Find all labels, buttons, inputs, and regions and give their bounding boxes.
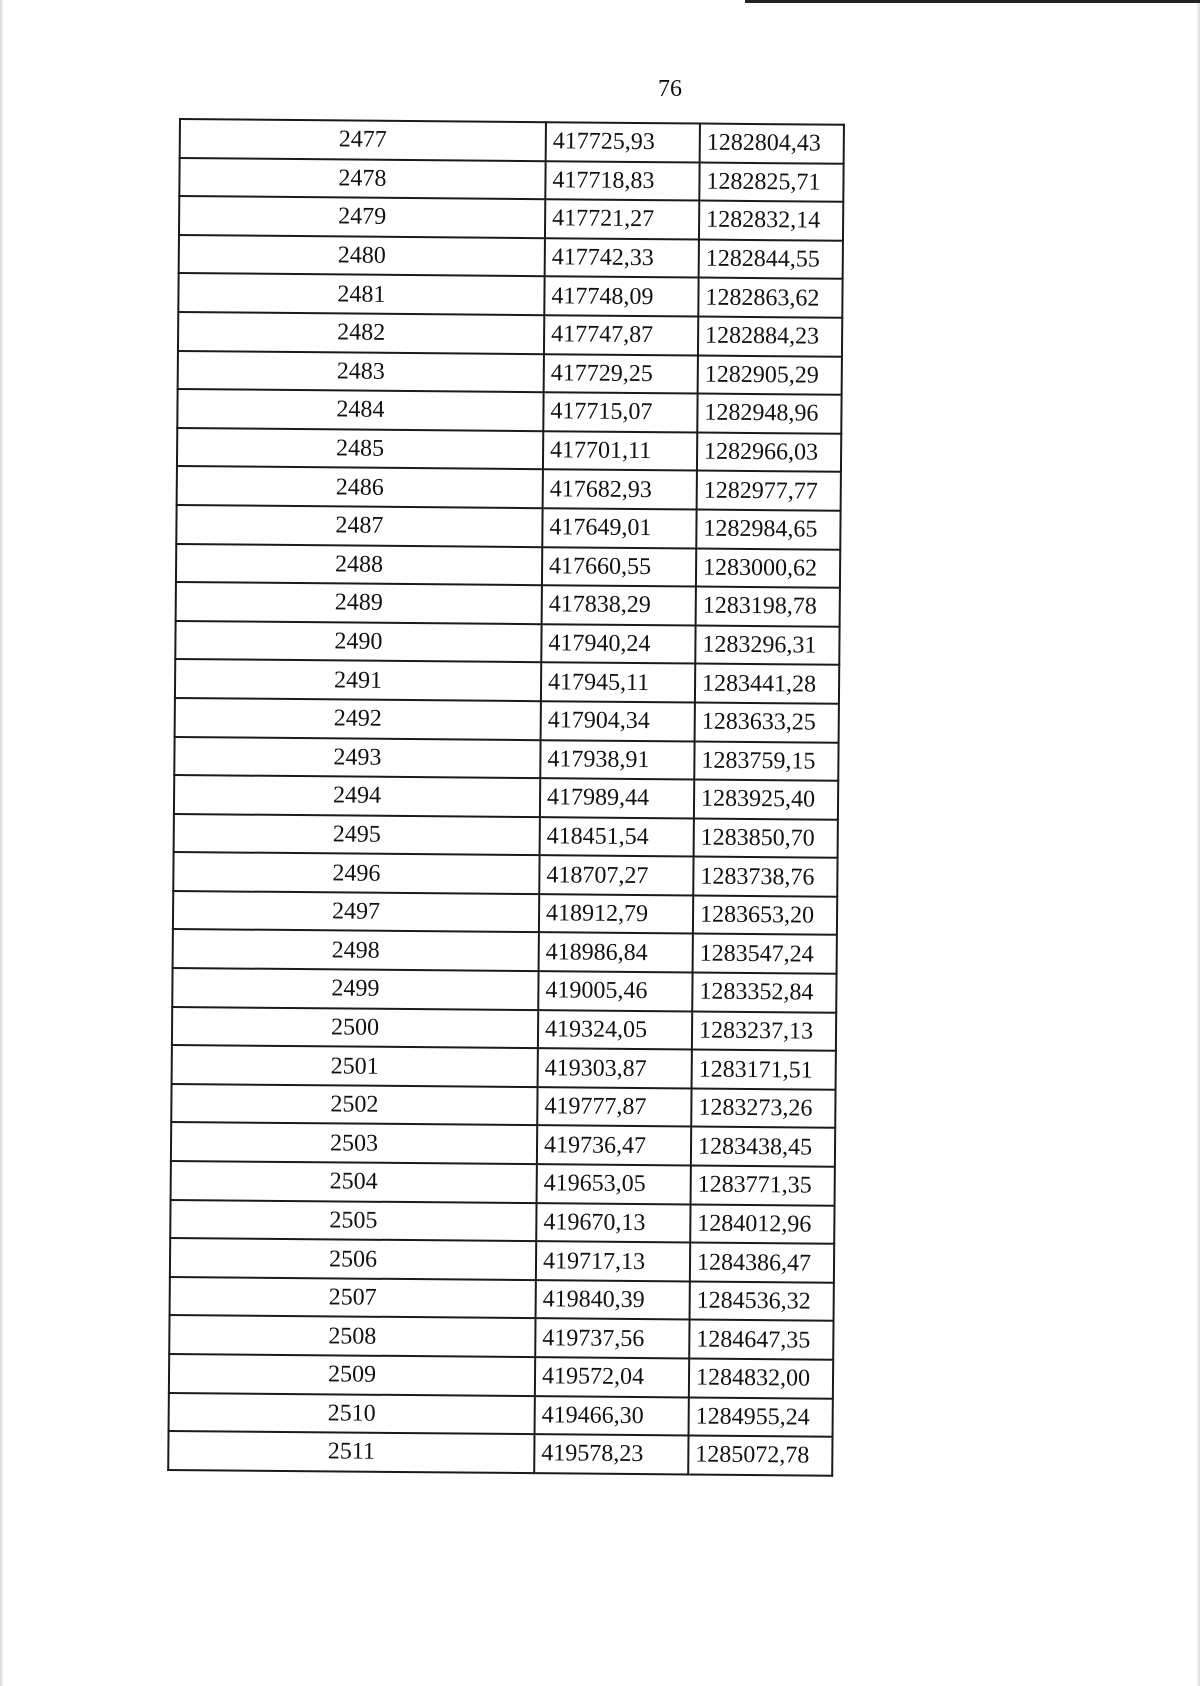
x-coordinate-cell: 419578,23 [534,1434,688,1474]
y-coordinate-cell: 1283850,70 [694,818,838,858]
point-number-cell: 2507 [170,1277,536,1319]
point-number-cell: 2487 [176,505,542,547]
table-row [172,1045,836,1089]
x-coordinate-cell: 419670,13 [536,1203,690,1243]
x-coordinate-cell: 417701,11 [543,431,697,471]
point-number-cell: 2485 [177,428,543,470]
y-coordinate-cell: 1282948,96 [697,394,841,434]
table-row [169,1315,833,1359]
y-coordinate-cell: 1282905,29 [698,355,842,395]
point-number-cell: 2505 [170,1200,536,1242]
point-number-cell: 2511 [168,1431,534,1473]
point-number-cell: 2478 [179,158,545,200]
point-number-cell: 2508 [169,1315,535,1357]
y-coordinate-cell: 1284012,96 [690,1204,834,1244]
table-row [180,119,844,163]
point-number-cell: 2479 [179,196,545,238]
point-number-cell: 2493 [174,736,540,778]
y-coordinate-cell: 1283352,84 [692,973,836,1013]
point-number-cell: 2484 [177,389,543,431]
x-coordinate-cell: 417649,01 [542,508,696,548]
point-number-cell: 2499 [172,968,538,1010]
x-coordinate-cell: 419572,04 [535,1357,689,1397]
y-coordinate-cell: 1283653,20 [693,895,837,935]
table-row [174,736,838,780]
table-row [168,1431,832,1475]
x-coordinate-cell: 417742,33 [545,238,699,278]
y-coordinate-cell: 1283273,26 [691,1088,835,1128]
y-coordinate-cell: 1283000,62 [696,548,840,588]
y-coordinate-cell: 1282844,55 [699,239,843,279]
y-coordinate-cell: 1284832,00 [689,1358,833,1398]
y-coordinate-cell: 1284536,32 [690,1281,834,1321]
table-row [177,428,841,472]
table-row [178,273,842,317]
point-number-cell: 2494 [174,775,540,817]
y-coordinate-cell: 1284647,35 [689,1320,833,1360]
table-row [171,1122,835,1166]
point-number-cell: 2480 [179,235,545,277]
y-coordinate-cell: 1283296,31 [695,625,839,665]
y-coordinate-cell: 1283237,13 [692,1011,836,1051]
y-coordinate-cell: 1282863,62 [698,278,842,318]
table-row [172,968,836,1012]
y-coordinate-cell: 1282832,14 [699,201,843,241]
table-row [170,1200,834,1244]
y-coordinate-cell: 1282977,77 [697,471,841,511]
point-number-cell: 2488 [176,544,542,586]
y-coordinate-cell: 1283198,78 [696,587,840,627]
scan-left-edge [0,0,4,1686]
x-coordinate-cell: 419653,05 [537,1164,691,1204]
point-number-cell: 2497 [173,891,539,933]
x-coordinate-cell: 418451,54 [540,817,694,857]
table-row [176,505,840,549]
point-number-cell: 2482 [178,312,544,354]
y-coordinate-cell: 1283547,24 [693,934,837,974]
table-row [175,698,839,742]
x-coordinate-cell: 417715,07 [543,392,697,432]
point-number-cell: 2481 [178,273,544,315]
scan-right-edge [1196,0,1200,1686]
point-number-cell: 2509 [169,1354,535,1396]
y-coordinate-cell: 1283759,15 [694,741,838,781]
point-number-cell: 2491 [175,659,541,701]
page-number: 76 [658,76,682,102]
y-coordinate-cell: 1282804,43 [700,124,844,164]
y-coordinate-cell: 1283633,25 [695,702,839,742]
table-row [175,621,839,665]
table-row [173,891,837,935]
point-number-cell: 2495 [174,814,540,856]
x-coordinate-cell: 417838,29 [542,585,696,625]
table-row [179,235,843,279]
x-coordinate-cell: 418912,79 [539,894,693,934]
x-coordinate-cell: 419466,30 [535,1396,689,1436]
point-number-cell: 2489 [176,582,542,624]
x-coordinate-cell: 417721,27 [545,199,699,239]
table-row [175,659,839,703]
y-coordinate-cell: 1283925,40 [694,780,838,820]
point-number-cell: 2506 [170,1238,536,1280]
table-row [171,1161,835,1205]
coordinates-table-body [168,119,844,1476]
x-coordinate-cell: 419737,56 [535,1319,689,1359]
point-number-cell: 2500 [172,1007,538,1049]
point-number-cell: 2502 [171,1084,537,1126]
x-coordinate-cell: 417748,09 [544,277,698,317]
y-coordinate-cell: 1284955,24 [689,1397,833,1437]
y-coordinate-cell: 1283771,35 [691,1166,835,1206]
point-number-cell: 2486 [177,466,543,508]
point-number-cell: 2498 [173,929,539,971]
x-coordinate-cell: 419736,47 [537,1126,691,1166]
x-coordinate-cell: 417725,93 [546,122,700,162]
table-row [179,196,843,240]
y-coordinate-cell: 1282984,65 [696,509,840,549]
table-row [169,1354,833,1398]
point-number-cell: 2503 [171,1122,537,1164]
x-coordinate-cell: 419840,39 [536,1280,690,1320]
x-coordinate-cell: 417660,55 [542,547,696,587]
x-coordinate-cell: 417747,87 [544,315,698,355]
x-coordinate-cell: 417989,44 [540,778,694,818]
x-coordinate-cell: 419005,46 [538,971,692,1011]
top-border-line [745,0,1200,3]
table-row [170,1238,834,1282]
table-row [172,1007,836,1051]
table-row [174,775,838,819]
point-number-cell: 2501 [172,1045,538,1087]
table-row [178,351,842,395]
y-coordinate-cell: 1283171,51 [692,1050,836,1090]
point-number-cell: 2492 [175,698,541,740]
y-coordinate-cell: 1285072,78 [688,1436,832,1476]
table-row [173,852,837,896]
y-coordinate-cell: 1282825,71 [699,162,843,202]
x-coordinate-cell: 417718,83 [545,161,699,201]
table-row [179,158,843,202]
point-number-cell: 2504 [171,1161,537,1203]
y-coordinate-cell: 1283738,76 [693,857,837,897]
point-number-cell: 2483 [178,351,544,393]
point-number-cell: 2490 [175,621,541,663]
y-coordinate-cell: 1282966,03 [697,432,841,472]
table-row [178,312,842,356]
table-row [177,389,841,433]
x-coordinate-cell: 417938,91 [540,740,694,780]
x-coordinate-cell: 417945,11 [541,662,695,702]
x-coordinate-cell: 417729,25 [544,354,698,394]
x-coordinate-cell: 418986,84 [539,933,693,973]
x-coordinate-cell: 419324,05 [538,1010,692,1050]
table-row [177,466,841,510]
y-coordinate-cell: 1282884,23 [698,317,842,357]
table-row [173,929,837,973]
table-row [176,582,840,626]
y-coordinate-cell: 1284386,47 [690,1243,834,1283]
point-number-cell: 2477 [180,119,546,161]
y-coordinate-cell: 1283441,28 [695,664,839,704]
table-row [176,544,840,588]
coordinates-table [167,118,845,1477]
x-coordinate-cell: 418707,27 [539,855,693,895]
table-row [170,1277,834,1321]
x-coordinate-cell: 417904,34 [541,701,695,741]
x-coordinate-cell: 419303,87 [538,1048,692,1088]
table-row [171,1084,835,1128]
table-row [174,814,838,858]
table-row [169,1393,833,1437]
point-number-cell: 2496 [173,852,539,894]
x-coordinate-cell: 417940,24 [541,624,695,664]
point-number-cell: 2510 [169,1393,535,1435]
x-coordinate-cell: 419717,13 [536,1241,690,1281]
y-coordinate-cell: 1283438,45 [691,1127,835,1167]
x-coordinate-cell: 417682,93 [543,470,697,510]
x-coordinate-cell: 419777,87 [537,1087,691,1127]
